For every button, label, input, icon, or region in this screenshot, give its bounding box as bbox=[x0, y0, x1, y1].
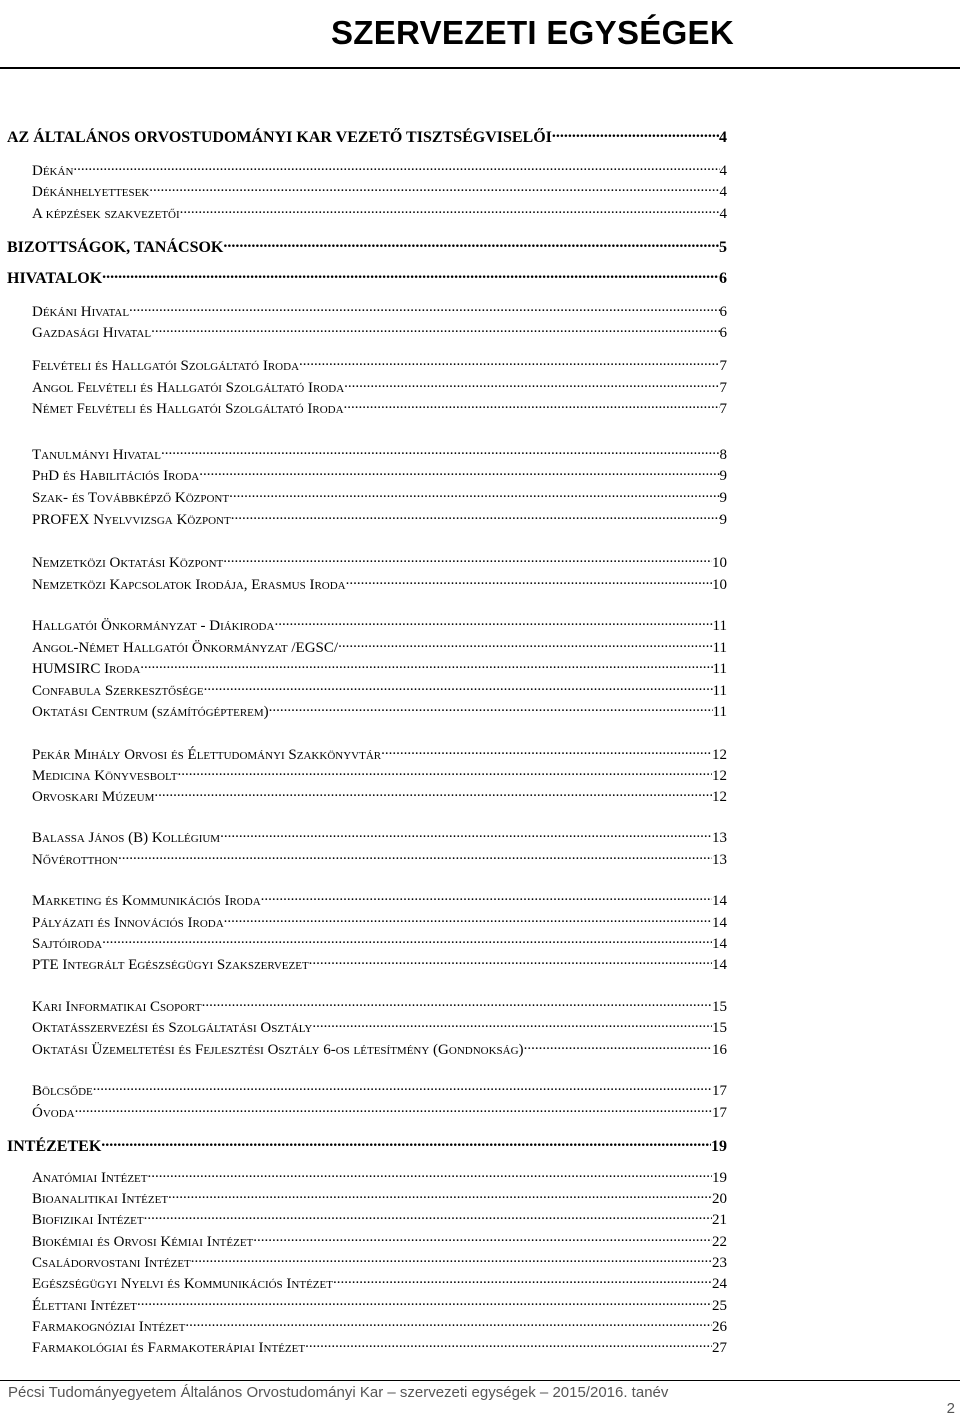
page-number: 2 bbox=[946, 1400, 955, 1417]
toc-entry[interactable] bbox=[32, 993, 727, 1013]
toc-entry[interactable] bbox=[32, 441, 727, 461]
toc-entry-page: 24 bbox=[712, 1276, 727, 1292]
toc-entry-page: 4 bbox=[719, 184, 727, 200]
toc-entry-label: Tanulmányi Hivatal bbox=[32, 447, 161, 463]
toc-leader-dots bbox=[261, 887, 712, 905]
toc-leader-dots bbox=[118, 846, 712, 864]
toc-leader-dots bbox=[344, 374, 719, 392]
toc-entry-page: 10 bbox=[712, 577, 727, 593]
toc-entry-page: 16 bbox=[712, 1042, 727, 1058]
toc-leader-dots bbox=[231, 506, 720, 524]
toc-entry-page: 14 bbox=[712, 957, 727, 973]
toc-entry-label: Nemzetközi Kapcsolatok Irodája, Erasmus Iroda bbox=[32, 577, 346, 593]
toc-entry-label: A képzések szakvezetői bbox=[32, 206, 180, 222]
toc-entry-label: Dékánhelyettesek bbox=[32, 184, 150, 200]
toc-leader-dots bbox=[177, 762, 712, 780]
toc-entry[interactable] bbox=[32, 462, 727, 482]
toc-entry-label: Angol Felvételi és Hallgatói Szolgáltató Iroda bbox=[32, 380, 345, 396]
toc-leader-dots bbox=[75, 1099, 712, 1117]
toc-entry[interactable] bbox=[32, 1099, 727, 1119]
toc-leader-dots bbox=[102, 930, 712, 948]
toc-leader-dots bbox=[223, 233, 719, 252]
toc-leader-dots bbox=[73, 157, 719, 175]
toc-entry[interactable] bbox=[7, 264, 727, 288]
toc-leader-dots bbox=[524, 1036, 712, 1054]
toc-entry-page: 12 bbox=[712, 768, 727, 784]
toc-entry-page: 9 bbox=[719, 468, 727, 484]
toc-entry[interactable] bbox=[32, 655, 727, 675]
toc-leader-dots bbox=[299, 352, 719, 370]
toc-entry-label: Oktatásszervezési és Szolgáltatási Osztály bbox=[32, 1020, 313, 1036]
toc-leader-dots bbox=[381, 741, 712, 759]
toc-leader-dots bbox=[312, 1014, 712, 1032]
toc-entry-label: PTE Integrált Egészségügyi Szakszervezet bbox=[32, 957, 309, 973]
toc-entry-label: AZ ÁLTALÁNOS ORVOSTUDOMÁNYI KAR VEZETŐ TISZTSÉGVISELŐI bbox=[7, 129, 552, 147]
toc-entry[interactable] bbox=[32, 951, 727, 971]
toc-entry-label: Dékáni Hivatal bbox=[32, 304, 130, 320]
toc-entry-page: 27 bbox=[712, 1340, 727, 1356]
toc-leader-dots bbox=[253, 1228, 712, 1246]
toc-entry-page: 17 bbox=[712, 1105, 727, 1121]
toc-entry-page: 9 bbox=[719, 490, 727, 506]
toc-entry-page: 15 bbox=[712, 1020, 727, 1036]
toc-entry-page: 11 bbox=[712, 618, 727, 634]
toc-leader-dots bbox=[346, 571, 712, 589]
page-footer bbox=[0, 1380, 960, 1422]
toc-entry[interactable] bbox=[32, 200, 727, 220]
toc-entry-page: 17 bbox=[712, 1083, 727, 1099]
toc-entry-page: 6 bbox=[719, 304, 727, 320]
toc-leader-dots bbox=[154, 783, 712, 801]
toc-entry[interactable] bbox=[32, 1228, 727, 1248]
toc-entry-page: 4 bbox=[719, 163, 727, 179]
toc-entry[interactable] bbox=[32, 1249, 727, 1269]
toc-entry[interactable] bbox=[32, 846, 727, 866]
toc-entry[interactable] bbox=[32, 1164, 727, 1184]
toc-entry[interactable] bbox=[7, 233, 727, 257]
toc-entry[interactable] bbox=[32, 1036, 727, 1056]
toc-entry-label: Dékán bbox=[32, 163, 74, 179]
toc-leader-dots bbox=[185, 1313, 712, 1331]
toc-leader-dots bbox=[180, 200, 720, 218]
toc-entry-page: 7 bbox=[719, 401, 727, 417]
toc-entry-label: Óvoda bbox=[32, 1105, 75, 1121]
toc-entry-label: PROFEX Nyelvvizsga Központ bbox=[32, 512, 231, 528]
toc-entry[interactable] bbox=[32, 395, 727, 415]
toc-entry-page: 6 bbox=[719, 325, 727, 341]
toc-leader-dots bbox=[93, 1077, 712, 1095]
toc-entry-page: 10 bbox=[712, 555, 727, 571]
toc-entry-label: Farmakognóziai Intézet bbox=[32, 1319, 186, 1335]
toc-entry-label: BIZOTTSÁGOK, TANÁCSOK bbox=[7, 239, 224, 257]
toc-entry-label: Biofizikai Intézet bbox=[32, 1212, 144, 1228]
toc-entry-page: 12 bbox=[712, 747, 727, 763]
toc-entry-page: 14 bbox=[712, 936, 727, 952]
toc-entry-page: 8 bbox=[719, 447, 727, 463]
toc-entry[interactable] bbox=[32, 783, 727, 803]
toc-entry-label: Felvételi és Hallgatói Szolgáltató Iroda bbox=[32, 358, 300, 374]
toc-entry-label: Kari Informatikai Csoport bbox=[32, 999, 202, 1015]
toc-leader-dots bbox=[161, 441, 720, 459]
toc-leader-dots bbox=[149, 178, 719, 196]
toc-entry-page: 22 bbox=[712, 1234, 727, 1250]
toc-entry[interactable] bbox=[32, 319, 727, 339]
toc-entry-page: 5 bbox=[719, 239, 727, 257]
toc-entry[interactable] bbox=[32, 1334, 727, 1354]
toc-leader-dots bbox=[223, 549, 712, 567]
toc-entry-label: Német Felvételi és Hallgatói Szolgáltató Iroda bbox=[32, 401, 344, 417]
toc-entry-label: Pályázati és Innovációs Iroda bbox=[32, 915, 224, 931]
toc-entry-label: Oktatási Üzemeltetési és Fejlesztési Osztály 6-os létesítmény (Gondnokság) bbox=[32, 1042, 524, 1058]
toc-entry-label: Confabula Szerkesztősége bbox=[32, 683, 204, 699]
toc-leader-dots bbox=[338, 634, 712, 652]
toc-entry-page: 11 bbox=[712, 640, 727, 656]
toc-leader-dots bbox=[220, 824, 712, 842]
toc-leader-dots bbox=[224, 909, 712, 927]
toc-entry-page: 25 bbox=[712, 1298, 727, 1314]
toc-entry-page: 4 bbox=[719, 206, 727, 222]
toc-entry[interactable] bbox=[32, 1185, 727, 1205]
toc-entry[interactable] bbox=[7, 123, 727, 147]
toc-entry-label: Egészségügyi Nyelvi és Kommunikációs Intézet bbox=[32, 1276, 333, 1292]
toc-entry-label: Oktatási Centrum (számítógépterem) bbox=[32, 704, 269, 720]
toc-entry[interactable] bbox=[32, 506, 727, 526]
toc-leader-dots bbox=[137, 1292, 712, 1310]
toc-entry[interactable] bbox=[32, 1014, 727, 1034]
toc-entry-page: 6 bbox=[719, 270, 727, 288]
toc-entry-label: Anatómiai Intézet bbox=[32, 1170, 148, 1186]
footer-text: Pécsi Tudományegyetem Általános Orvostudományi Kar – szervezeti egységek – 2015/2016. tanév bbox=[8, 1384, 669, 1401]
toc-leader-dots bbox=[102, 264, 719, 283]
toc-entry[interactable] bbox=[32, 824, 727, 844]
toc-entry-label: Nemzetközi Oktatási Központ bbox=[32, 555, 224, 571]
toc-leader-dots bbox=[269, 698, 713, 716]
toc-leader-dots bbox=[148, 1164, 713, 1182]
toc-entry-page: 19 bbox=[712, 1170, 727, 1186]
toc-entry[interactable] bbox=[32, 1206, 727, 1226]
toc-leader-dots bbox=[229, 484, 719, 502]
toc-entry-label: Sajtóiroda bbox=[32, 936, 103, 952]
toc-entry[interactable] bbox=[32, 484, 727, 504]
toc-leader-dots bbox=[151, 319, 719, 337]
toc-entry-label: Gazdasági Hivatal bbox=[32, 325, 152, 341]
toc-leader-dots bbox=[140, 655, 712, 673]
toc-entry-page: 7 bbox=[719, 380, 727, 396]
toc-leader-dots bbox=[305, 1334, 712, 1352]
toc-leader-dots bbox=[204, 677, 713, 695]
toc-entry-page: 14 bbox=[712, 893, 727, 909]
toc-entry-page: 11 bbox=[712, 661, 727, 677]
toc-entry-label: INTÉZETEK bbox=[7, 1138, 102, 1156]
toc-entry-label: Bölcsőde bbox=[32, 1083, 93, 1099]
toc-entry[interactable] bbox=[32, 677, 727, 697]
toc-entry-label: Balassa János (B) Kollégium bbox=[32, 830, 221, 846]
toc-entry-label: Farmakológiai és Farmakoterápiai Intézet bbox=[32, 1340, 306, 1356]
toc-leader-dots bbox=[344, 395, 720, 413]
toc-leader-dots bbox=[199, 462, 719, 480]
toc-entry-label: Nővérotthon bbox=[32, 852, 118, 868]
toc-entry[interactable] bbox=[32, 741, 727, 761]
toc-leader-dots bbox=[168, 1185, 712, 1203]
toc-entry[interactable] bbox=[32, 612, 727, 632]
toc-leader-dots bbox=[274, 612, 712, 630]
toc-entry[interactable] bbox=[32, 374, 727, 394]
toc-entry[interactable] bbox=[7, 1132, 727, 1156]
toc-entry-page: 13 bbox=[712, 830, 727, 846]
toc-entry-page: 12 bbox=[712, 789, 727, 805]
toc-entry[interactable] bbox=[32, 298, 727, 318]
toc-entry-label: Marketing és Kommunikációs Iroda bbox=[32, 893, 261, 909]
toc-entry-label: Angol-Német Hallgatói Önkormányzat /EGSC/ bbox=[32, 640, 339, 656]
toc-entry-page: 13 bbox=[712, 852, 727, 868]
toc-entry[interactable] bbox=[32, 1077, 727, 1097]
footer-rule bbox=[0, 1380, 960, 1381]
toc-entry[interactable] bbox=[32, 930, 727, 950]
toc-entry[interactable] bbox=[32, 909, 727, 929]
toc-entry-page: 26 bbox=[712, 1319, 727, 1335]
toc-entry[interactable] bbox=[32, 634, 727, 654]
toc-entry-label: PhD és Habilitációs Iroda bbox=[32, 468, 200, 484]
toc-entry-page: 7 bbox=[719, 358, 727, 374]
toc-leader-dots bbox=[202, 993, 712, 1011]
toc-entry-page: 14 bbox=[712, 915, 727, 931]
toc-leader-dots bbox=[129, 298, 719, 316]
toc-entry-page: 20 bbox=[712, 1191, 727, 1207]
toc-leader-dots bbox=[309, 951, 712, 969]
toc-leader-dots bbox=[552, 123, 719, 142]
toc-entry[interactable] bbox=[32, 549, 727, 569]
toc-leader-dots bbox=[101, 1132, 711, 1151]
toc-entry-page: 19 bbox=[711, 1138, 727, 1156]
toc-entry-label: Biokémiai és Orvosi Kémiai Intézet bbox=[32, 1234, 254, 1250]
toc-entry-page: 11 bbox=[712, 704, 727, 720]
toc-leader-dots bbox=[191, 1249, 712, 1267]
toc-entry[interactable] bbox=[32, 1313, 727, 1333]
toc-entry-page: 15 bbox=[712, 999, 727, 1015]
toc-entry[interactable] bbox=[32, 178, 727, 198]
toc-entry-label: Bioanalitikai Intézet bbox=[32, 1191, 169, 1207]
toc-entry-label: HUMSIRC Iroda bbox=[32, 661, 141, 677]
toc-leader-dots bbox=[144, 1206, 712, 1224]
toc-entry-label: Családorvostani Intézet bbox=[32, 1255, 191, 1271]
toc-entry[interactable] bbox=[32, 1292, 727, 1312]
toc-entry-page: 21 bbox=[712, 1212, 727, 1228]
toc-entry-label: Orvoskari Múzeum bbox=[32, 789, 155, 805]
toc-entry-page: 4 bbox=[719, 129, 727, 147]
toc-entry[interactable] bbox=[32, 1270, 727, 1290]
toc-entry-label: Hallgatói Önkormányzat - Diákiroda bbox=[32, 618, 275, 634]
toc-entry-page: 11 bbox=[712, 683, 727, 699]
toc-entry[interactable] bbox=[32, 762, 727, 782]
toc-entry[interactable] bbox=[32, 887, 727, 907]
toc-entry[interactable] bbox=[32, 352, 727, 372]
toc-entry-label: HIVATALOK bbox=[7, 270, 103, 288]
toc-entry-label: Pekár Mihály Orvosi és Élettudományi Szakkönyvtár bbox=[32, 747, 382, 763]
toc-entry-label: Szak- és Továbbképző Központ bbox=[32, 490, 230, 506]
toc-leader-dots bbox=[333, 1270, 712, 1288]
toc-entry-page: 23 bbox=[712, 1255, 727, 1271]
toc-entry-label: Élettani Intézet bbox=[32, 1298, 137, 1314]
toc-entry[interactable] bbox=[32, 157, 727, 177]
page-title: SZERVEZETI EGYSÉGEK bbox=[330, 14, 734, 51]
toc-entry[interactable] bbox=[32, 698, 727, 718]
toc-entry-page: 9 bbox=[719, 512, 727, 528]
toc-entry-label: Medicina Könyvesbolt bbox=[32, 768, 178, 784]
toc-entry[interactable] bbox=[32, 571, 727, 591]
